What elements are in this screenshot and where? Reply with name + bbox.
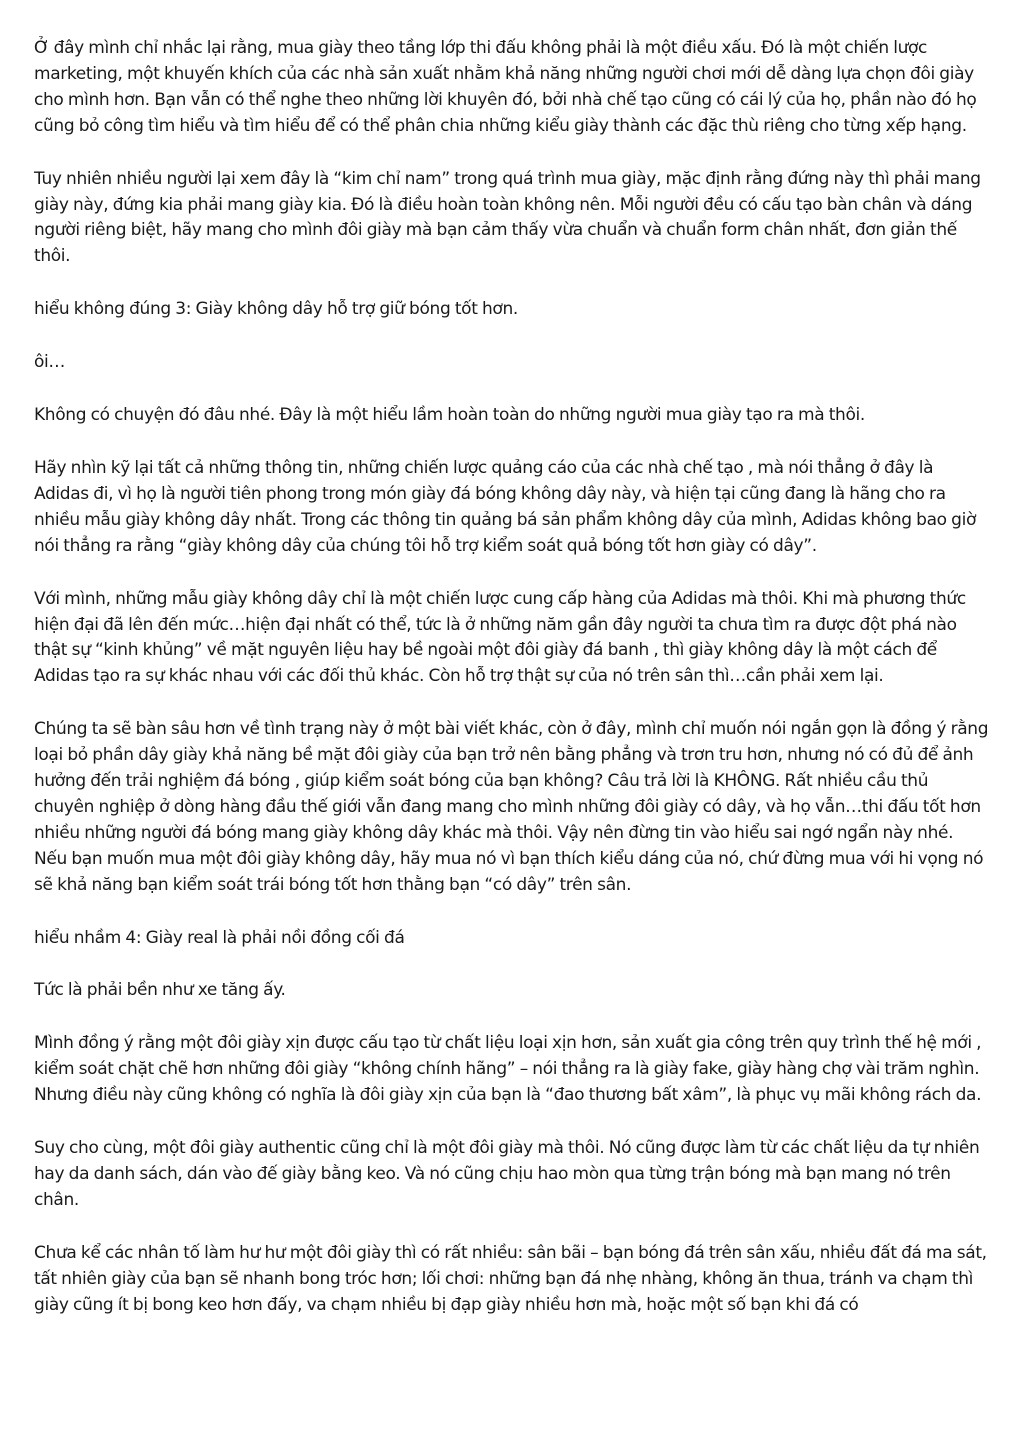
paragraph-5: Với mình, những mẫu giày không dây chỉ là một chiến lược cung cấp hàng của Adidas mà thôi. Khi mà phương thức hiện đại đã lên đến mức…hiện đại nhất có thể, tức là ở những năm gần đây người ta chưa tìm ra được đột phá nào thật sự “kinh khủng” về mặt nguyên liệu hay bề ngoài một đôi giày đá banh , thì giày không dây là một cách để Adidas tạo ra sự khác nhau với các đối thủ khác. Còn hỗ trợ thật sự của nó trên sân thì…cần phải xem lại. [34, 588, 966, 687]
paragraph-1: Ở đây mình chỉ nhắc lại rằng, mua giày theo tầng lớp thi đấu không phải là một điều xấu. Đó là một chiến lược marketing, một khuyến khích của các nhà sản xuất nhằm khả năng những người chơi mới dễ dàng lựa chọn đôi giày cho mình hơn. Bạn vẫn có thể nghe theo những lời khuyên đó, bởi nhà chế tạo cũng có cái lý của họ, phần nào đó họ cũng bỏ công tìm hiểu và tìm hiểu để có thể phân chia những kiểu giày thành các đặc thù riêng cho từng xếp hạng. [34, 38, 977, 136]
paragraph-6: Chúng ta sẽ bàn sâu hơn về tình trạng này ở một bài viết khác, còn ở đây, mình chỉ muốn nói ngắn gọn là đồng ý rằng loại bỏ phần dây giày khả năng bề mặt đôi giày của bạn trở nên bằng phẳng và trơn tru hơn, nhưng nó có đủ để ảnh hưởng đến trải nghiệm đá bóng , giúp kiểm soát bóng của bạn không? Câu trả lời là KHÔNG. Rất nhiều cầu thủ chuyên nghiệp ở dòng hàng đầu thế giới vẫn đang mang cho mình những đôi giày có dây, và họ vẫn…thi đấu tốt hơn nhiều những người đá bóng mang giày không dây khác mà thôi. Vậy nên đừng tin vào hiểu sai ngớ ngẩn này nhé. Nếu bạn muốn mua một đôi giày không dây, hãy mua nó vì bạn thích kiểu dáng của nó, chứ đừng mua với hi vọng nó sẽ khả năng bạn kiểm soát trái bóng tốt hơn thằng bạn “có dây” trên sân. [34, 719, 989, 895]
section-heading-misconception-4: hiểu nhầm 4: Giày real là phải nồi đồng cối đá [34, 927, 405, 948]
paragraph-3: Không có chuyện đó đâu nhé. Đây là một hiểu lầm hoàn toàn do những người mua giày tạo ra mà thôi. [34, 405, 865, 426]
paragraph-9: Suy cho cùng, một đôi giày authentic cũng chỉ là một đôi giày mà thôi. Nó cũng được làm từ các chất liệu da tự nhiên hay da danh sách, dán vào đế giày bằng keo. Và nó cũng chịu hao mòn qua từng trận bóng mà bạn mang nó trên chân. [34, 1138, 980, 1210]
paragraph-exclamation: ôi… [34, 352, 66, 373]
paragraph-10: Chưa kể các nhân tố làm hư hư một đôi giày thì có rất nhiều: sân bãi – bạn bóng đá trên sân xấu, nhiều đất đá ma sát, tất nhiên giày của bạn sẽ nhanh bong tróc hơn; lối chơi: những bạn đá nhẹ nhàng, không ăn thua, tránh va chạm thì giày cũng ít bị bong keo hơn đấy, va chạm nhiều bị đạp giày nhiều hơn mà, hoặc một số bạn khi đá có [34, 1242, 987, 1315]
paragraph-4: Hãy nhìn kỹ lại tất cả những thông tin, những chiến lược quảng cáo của các nhà chế tạo , mà nói thẳng ở đây là Adidas đi, vì họ là người tiên phong trong món giày đá bóng không dây này, và hiện tại cũng đang là hãng cho ra nhiều mẫu giày không dây nhất. Trong các thông tin quảng bá sản phẩm không dây của mình, Adidas không bao giờ nói thẳng ra rằng “giày không dây của chúng tôi hỗ trợ kiểm soát quả bóng tốt hơn giày có dây”. [34, 457, 977, 556]
paragraph-7: Tức là phải bền như xe tăng ấy. [34, 980, 286, 1001]
paragraph-2: Tuy nhiên nhiều người lại xem đây là “kim chỉ nam” trong quá trình mua giày, mặc định rằng đứng này thì phải mang giày này, đứng kia phải mang giày kia. Đó là điều hoàn toàn không nên. Mỗi người đều có cấu tạo bàn chân và dáng người riêng biệt, hãy mang cho mình đôi giày mà bạn cảm thấy vừa chuẩn và chuẩn form chân nhất, đơn giản thế thôi. [34, 168, 981, 267]
section-heading-misconception-3: hiểu không đúng 3: Giày không dây hỗ trợ giữ bóng tốt hơn. [34, 299, 518, 320]
paragraph-8: Mình đồng ý rằng một đôi giày xịn được cấu tạo từ chất liệu loại xịn hơn, sản xuất gia công trên quy trình thế hệ mới , kiểm soát chặt chẽ hơn những đôi giày “không chính hãng” – nói thẳng ra là giày fake, giày hàng chợ vài trăm nghìn. Nhưng điều này cũng không có nghĩa là đôi giày xịn của bạn là “đao thương bất xâm”, là phục vụ mãi không rách da. [34, 1033, 982, 1106]
